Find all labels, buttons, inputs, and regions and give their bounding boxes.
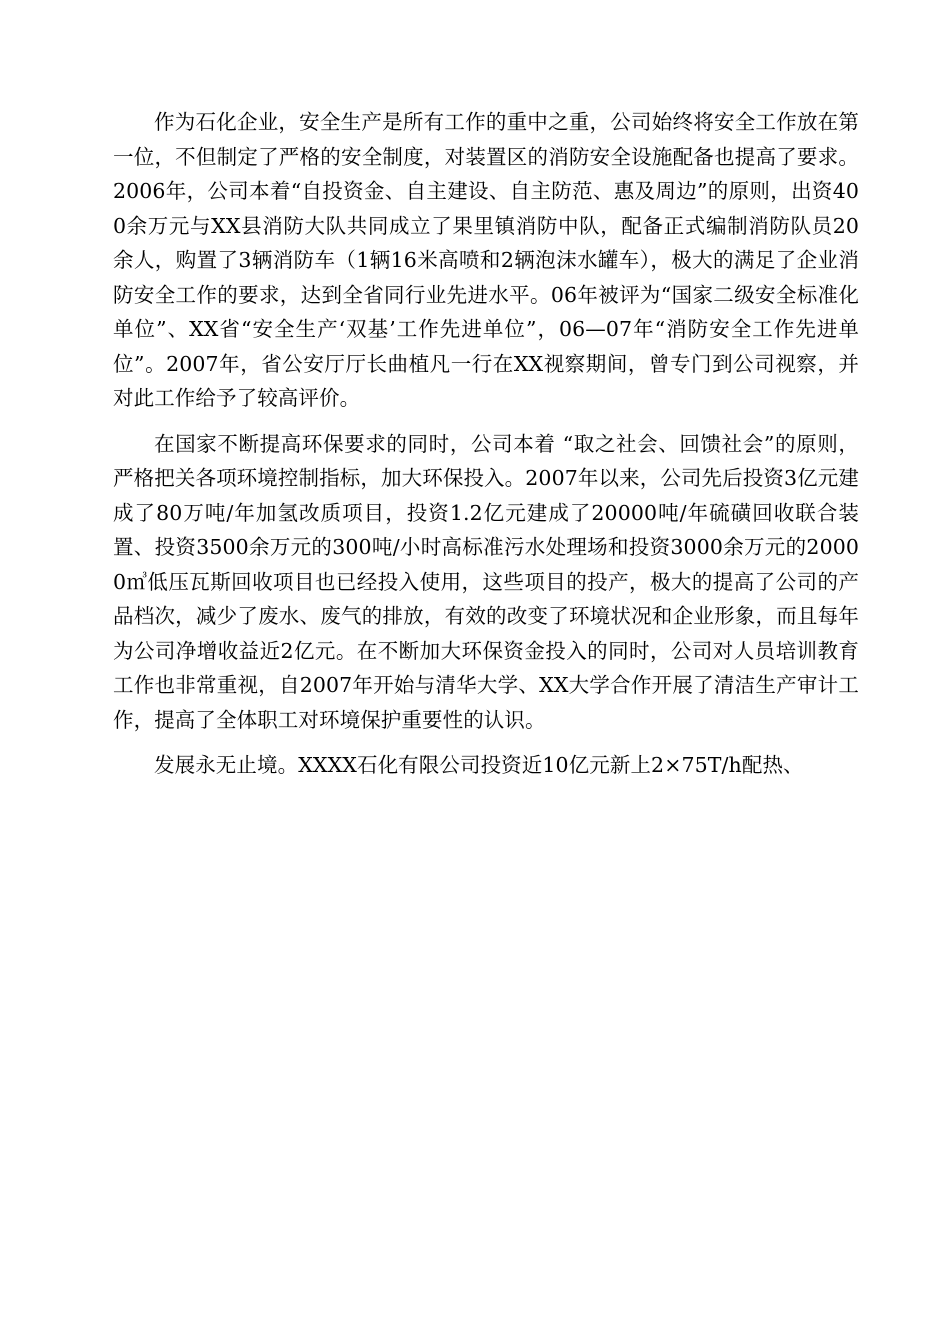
paragraph-safety: 作为石化企业，安全生产是所有工作的重中之重，公司始终将安全工作放在第一位，不但制定了严格的安全制度，对装置区的消防安全设施配备也提高了要求。2006年，公司本着“自投资金、自主建设、自主防范、惠及周边”的原则，出资400余万元与XX县消防大队共同成立了果里镇消防中队，配备正式编制消防队员20余人，购置了3辆消防车（1辆16米高喷和2辆泡沫水罐车），极大的满足了企业消防安全工作的要求，达到全省同行业先进水平。06年被评为“国家二级安全标准化单位”、XX省“安全生产‘双基’工作先进单位”，06—07年“消防安全工作先进单位”。2007年，省公安厅厅长曲植凡一行在XX视察期间，曾专门到公司视察，并对此工作给予了较高评价。 bbox=[113, 110, 859, 410]
paragraph-environment: 在国家不断提高环保要求的同时，公司本着 “取之社会、回馈社会”的原则，严格把关各项环境控制指标，加大环保投入。2007年以来，公司先后投资3亿元建成了80万吨/年加氢改质项目，投资1.2亿元建成了20000吨/年硫磺回收联合装置、投资3500余万元的300吨/小时高标准污水处理场和投资3000余万元的20000㎥低压瓦斯回收项目也已经投入使用，这些项目的投产，极大的提高了公司的产品档次，减少了废水、废气的排放，有效的改变了环境状况和企业形象，而且每年为公司净增收益近2亿元。在不断加大环保资金投入的同时，公司对人员培训教育工作也非常重视，自2007年开始与清华大学、XX大学合作开展了清洁生产审计工作，提高了全体职工对环境保护重要性的认识。 bbox=[113, 431, 859, 732]
paragraph-development: 发展永无止境。XXXX石化有限公司投资近10亿元新上2×75T/h配热、 bbox=[154, 753, 804, 777]
document-body bbox=[113, 105, 859, 794]
